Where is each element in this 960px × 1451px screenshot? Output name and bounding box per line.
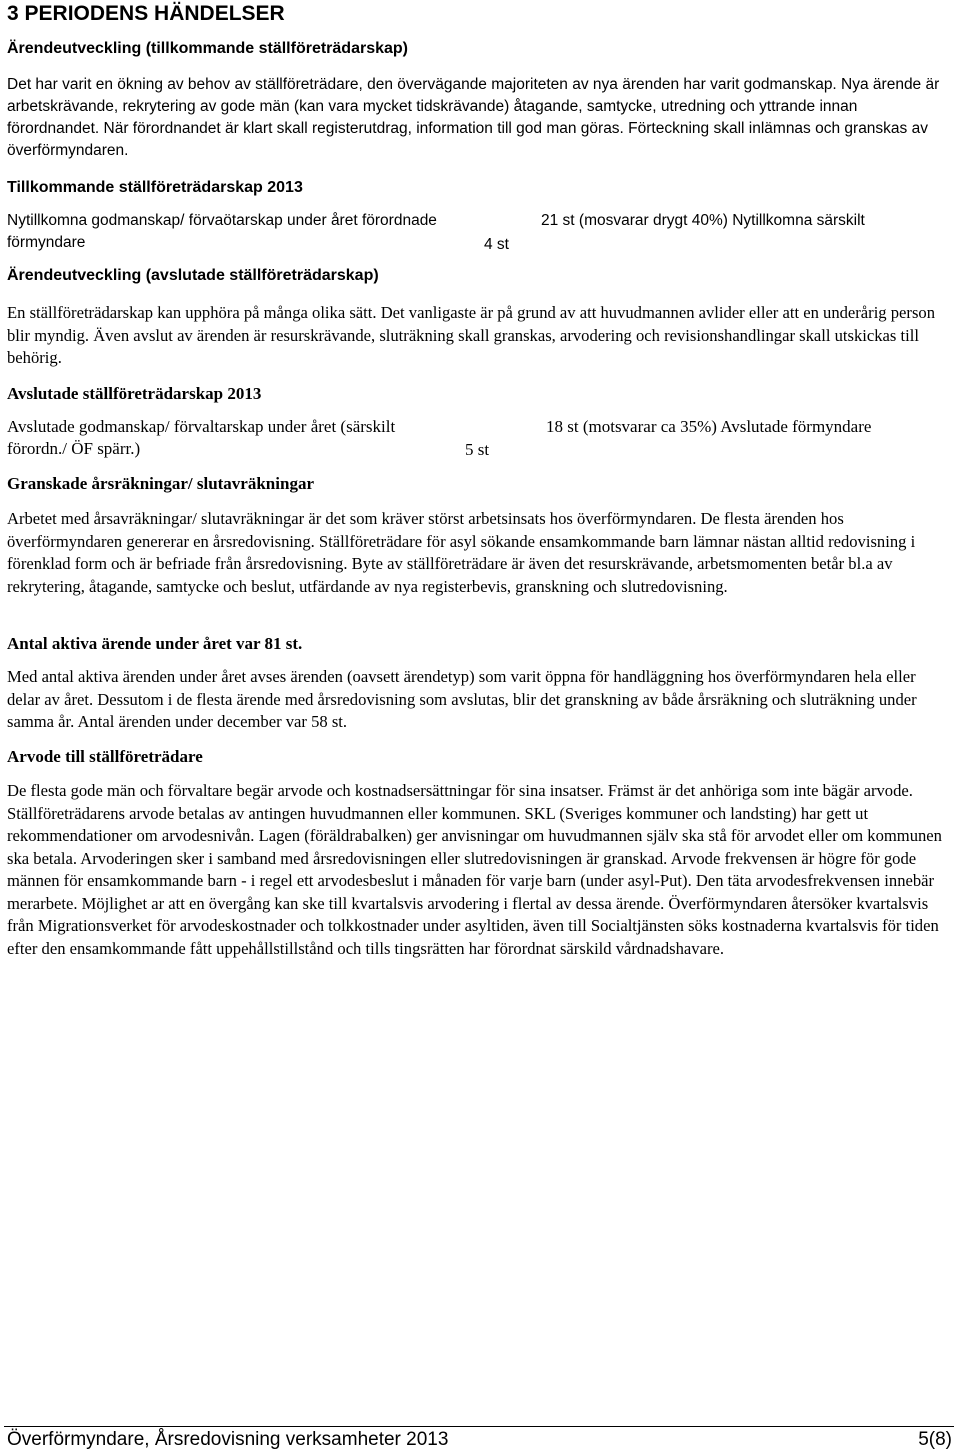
incoming-cases-body: Det har varit en ökning av behov av ställföreträdare, den övervägande majoriteten av nya ärenden har varit godmanskap. Nya ärende är arbetskrävande, rekrytering av gode män (kan vara mycket tidskrävande) åtagande, samtycke, utredning och yttrande innan förordnandet. När förordnandet är klart skall registerutdrag, information till god man göras. Förteckning skall inlämnas och granskas av överförmyndaren. (7, 76, 940, 159)
incoming-2013-title: Tillkommande ställföreträdarskap 2013 (7, 179, 303, 196)
closed-2013-label: Avslutade godmanskap/ förvaltarskap under året (särskilt förordn./ ÖF spärr.) (7, 417, 396, 458)
reviews-title: Granskade årsräkningar/ slutavräkningar (7, 474, 314, 493)
closed-cases-title: Ärendeutveckling (avslutade ställföreträdarskap) (7, 267, 379, 284)
incoming-cases-title: Ärendeutveckling (tillkommande ställföreträdarskap) (7, 40, 408, 57)
fees-body: De flesta gode män och förvaltare begär arvode och kostnadsersättningar för sina insatser. Främst är det anhöriga som inte bägär arvode. Ställföreträdarens arvode betalas av antingen huvudmannen eller kommunen. SKL (Sveriges kommuner och landsting) har gett ut rekommendationer om arvodesnivån. Lagen (föräldrabalken) ger anvisningar om huvudmannen själv ska stå för arvodet eller om kommunen ska betala. Arvoderingen sker i samband med årsredovisningen eller slutredovisningen är granskad. Arvode frekvensen är högre för gode männen för ensamkommande barn - i regel ett arvodesbeslut i månaden för varje barn (under asyl-Put). Den täta arvodesfrekvensen innebär merarbete. Möjlighet ar att en övergång kan ske till kvartalsvis arvodering i flertal av dessa ärende. Överförmyndaren återsöker kvartalsvis från Migrationsverket för arvodeskostnader och tolkkostnader under asyltiden, även till Socialtjänsten söks kostnaderna kvartalsvis för tiden efter den ensamkommande fått uppehållstillstånd och tills tingsrätten har förordnat särskild vårdnadshavare. (7, 781, 942, 958)
closed-2013-title: Avslutade ställföreträdarskap 2013 (7, 384, 262, 403)
closed-2013-note: 18 st (motsvarar ca 35%) Avslutade förmyndare (546, 417, 872, 436)
reviews-body: Arbetet med årsavräkningar/ slutavräkningar är det som kräver störst arbetsinsats hos överförmyndaren. De flesta ärenden hos överförmyndaren genererar en årsredovisning. Ställföreträdare för asyl sökande ensamkommande barn lämnar nästan alltid redovisning i förenklad form och är befriade från årsredovisning. Byte av ställföreträdare är även det resurskrävande, arbetsmomenten betår bl.a av rekrytering, åtagande, samtycke och beslut, utfärdande av nya registerbevis, granskning och slutredovisning. (7, 509, 916, 596)
incoming-2013-label: Nytillkomna godmanskap/ förvaötarskap under året förordnade förmyndare (7, 212, 437, 251)
incoming-2013-value: 4 st (484, 236, 509, 253)
footer-page-number: 5(8) (918, 1429, 952, 1450)
active-cases-body: Med antal aktiva ärenden under året avses ärenden (oavsett ärendetyp) som varit öppna för handläggning hos överförmyndaren hela eller delar av året. Dessutom i de flesta ärende med årsredovisning som avslutas, blir det granskning av både årsräkning och sluträkning under samma år. Antal ärenden under december var 58 st. (7, 667, 917, 731)
closed-cases-body: En ställföreträdarskap kan upphöra på många olika sätt. Det vanligaste är på grund av att huvudmannen avlider eller att en underårig person blir myndig. Även avslut av ärenden är resurskrävande, sluträkning skall granskas, arvodering och revisionshandlingar skall utskickas till behörig. (7, 303, 935, 367)
fees-title: Arvode till ställföreträdare (7, 747, 203, 766)
footer-document-title: Överförmyndare, Årsredovisning verksamheter 2013 (7, 1429, 449, 1450)
incoming-2013-note: 21 st (mosvarar drygt 40%) Nytillkomna särskilt (541, 212, 865, 229)
section-heading: 3 PERIODENS HÄNDELSER (7, 2, 285, 25)
footer-divider (4, 1426, 954, 1427)
active-cases-title: Antal aktiva ärende under året var 81 st. (7, 634, 303, 653)
closed-2013-value: 5 st (465, 440, 490, 459)
